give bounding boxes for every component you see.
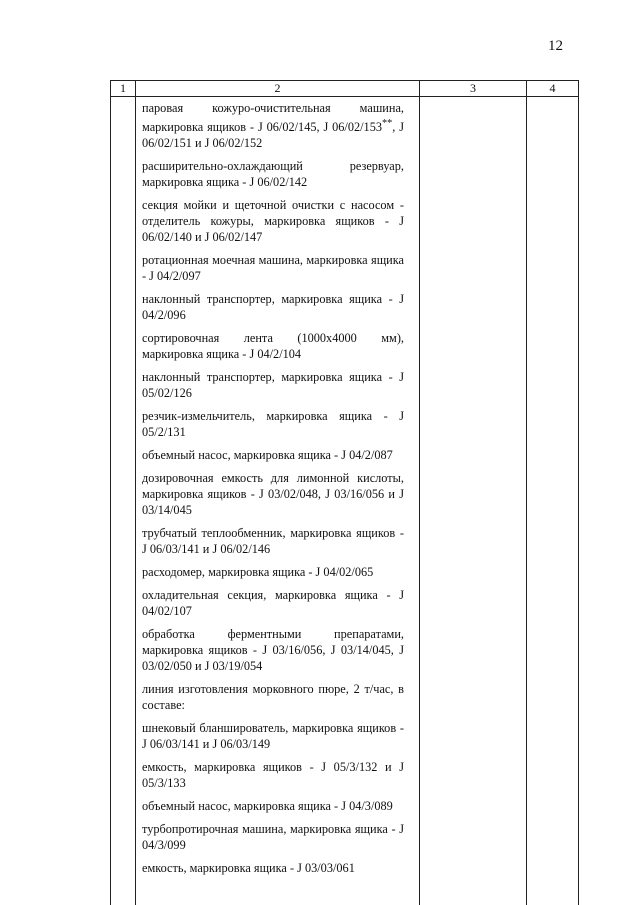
column-divider-1 [135, 97, 136, 905]
list-item: расходомер, маркировка ящика - J 04/02/065 [142, 565, 374, 580]
table-header-row [110, 80, 579, 97]
list-item: наклонный транспортер, маркировка ящика - J 04/2/096 [142, 292, 404, 323]
list-item: сортировочная лента (1000x4000 мм), маркировка ящика - J 04/2/104 [142, 331, 404, 362]
list-item: наклонный транспортер, маркировка ящика - J 05/02/126 [142, 370, 404, 401]
column-header-4: 4 [549, 81, 556, 95]
table-border-right [578, 97, 579, 905]
list-item: ротационная моечная машина, маркировка ящика - J 04/2/097 [142, 253, 404, 284]
list-item: емкость, маркировка ящика - J 03/03/061 [142, 861, 355, 876]
list-item: паровая кожуро-очистительная машина, маркировка ящиков - J 06/02/145, J 06/02/153**, J 06/02/151 и J 06/02/152 [142, 101, 404, 151]
list-item: объемный насос, маркировка ящика - J 04/2/087 [142, 448, 393, 463]
list-item: объемный насос, маркировка ящика - J 04/3/089 [142, 799, 393, 814]
list-item: линия изготовления морковного пюре, 2 т/час, в составе: [142, 682, 404, 713]
equipment-list [142, 100, 404, 883]
column-divider-2 [419, 97, 420, 905]
list-item: турбопротирочная машина, маркировка ящика - J 04/3/099 [142, 822, 404, 853]
list-item: обработка ферментными препаратами, маркировка ящиков - J 03/16/056, J 03/14/045, J 03/02/050 и J 03/19/054 [142, 627, 404, 674]
column-header-3: 3 [420, 81, 527, 96]
table-border-left [110, 97, 111, 905]
list-item: расширительно-охлаждающий резервуар, маркировка ящика - J 06/02/142 [142, 159, 404, 190]
list-item: емкость, маркировка ящиков - J 05/3/132 и J 05/3/133 [142, 760, 404, 791]
list-item: резчик-измельчитель, маркировка ящика - J 05/2/131 [142, 409, 404, 440]
list-item: дозировочная емкость для лимонной кислоты, маркировка ящиков - J 03/02/048, J 03/16/056 и J 03/14/045 [142, 471, 404, 518]
column-divider-3 [526, 97, 527, 905]
column-header-1: 1 [111, 81, 136, 96]
list-item: секция мойки и щеточной очистки с насосом - отделитель кожуры, маркировка ящиков - J 06/02/140 и J 06/02/147 [142, 198, 404, 245]
list-item: трубчатый теплообменник, маркировка ящиков - J 06/03/141 и J 06/02/146 [142, 526, 404, 557]
page-number: 12 [548, 38, 563, 54]
list-item: шнековый бланширователь, маркировка ящиков - J 06/03/141 и J 06/03/149 [142, 721, 404, 752]
column-header-2: 2 [136, 81, 420, 96]
list-item: охладительная секция, маркировка ящика - J 04/02/107 [142, 588, 404, 619]
